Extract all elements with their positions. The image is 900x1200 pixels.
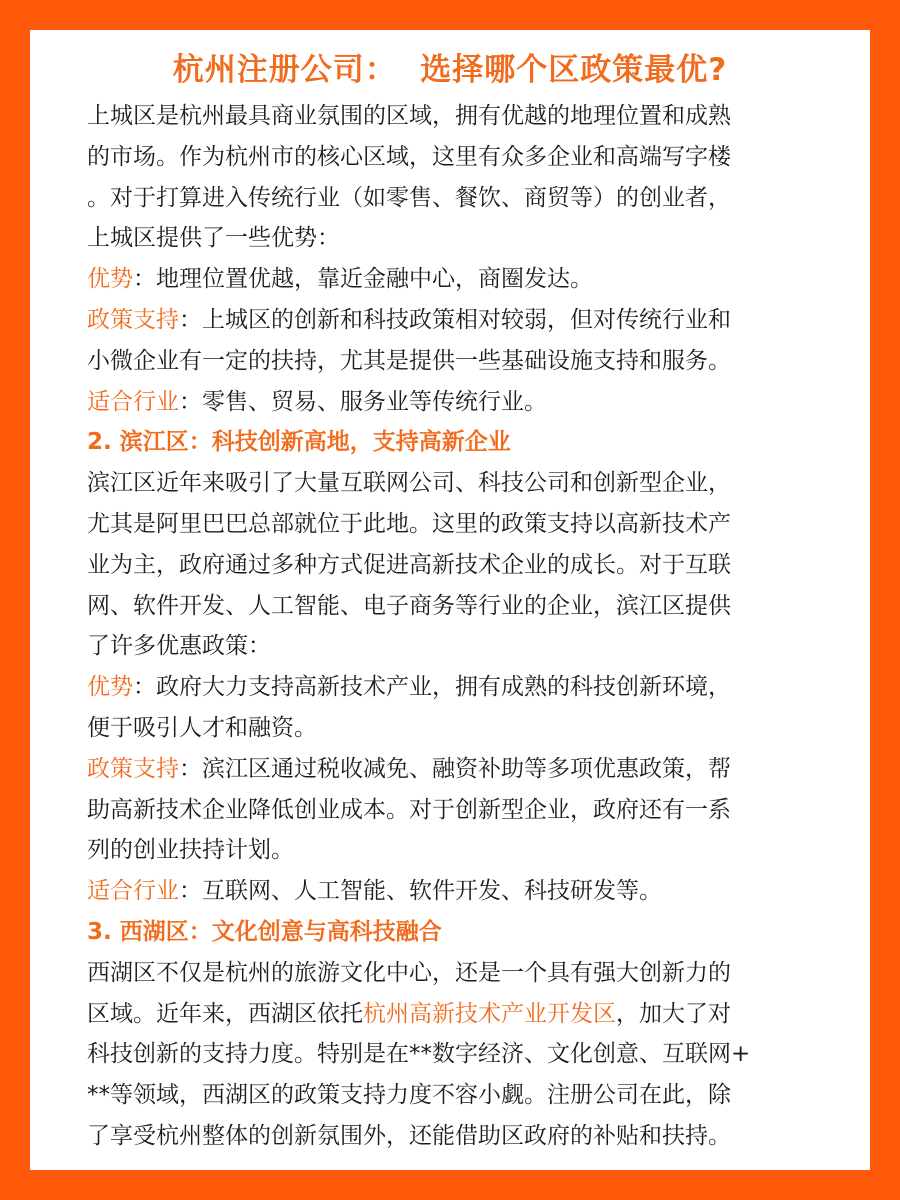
policy-label: 政策支持 [87, 306, 179, 333]
paragraph-line: 列的创业扶持计划。 [87, 837, 294, 864]
text-segment: 区域。近年来，西湖区依托 [87, 1000, 363, 1027]
paragraph-line: 业为主，政府通过多种方式促进高新技术企业的成长。对于互联 [87, 551, 731, 578]
text-segment: ，加大了对 [616, 1000, 731, 1027]
article-card [30, 30, 870, 1170]
policy-label: 政策支持 [87, 755, 179, 782]
paragraph-line: 的市场。作为杭州市的核心区域，这里有众多企业和高端写字楼 [87, 143, 731, 170]
paragraph-line: 尤其是阿里巴巴总部就位于此地。这里的政策支持以高新技术产 [87, 510, 731, 537]
paragraph-line [87, 994, 813, 1035]
advantage-text: ：地理位置优越，靠近金融中心，商圈发达。 [133, 266, 593, 293]
section-heading-xihu: 3. 西湖区：文化创意与高科技融合 [87, 918, 442, 945]
paragraph-line: 了享受杭州整体的创新氛围外，还能借助区政府的补贴和扶持。 [87, 1122, 731, 1149]
paragraph-line: 助高新技术企业降低创业成本。对于创新型企业，政府还有一系 [87, 796, 731, 823]
policy-text: ：滨江区通过税收减免、融资补助等多项优惠政策，帮 [179, 755, 731, 782]
advantage-text: ：政府大力支持高新技术产业，拥有成熟的科技创新环境， [133, 674, 731, 701]
paragraph-line: 上城区是杭州最具商业氛围的区域，拥有优越的地理位置和成熟 [87, 103, 731, 129]
highlighted-text: 杭州高新技术产业开发区 [363, 1000, 616, 1027]
binjiang-policy [87, 749, 813, 790]
paragraph-line: 科技创新的支持力度。特别是在**数字经济、文化创意、互联网+ [87, 1041, 751, 1068]
paragraph-line: 网、软件开发、人工智能、电子商务等行业的企业，滨江区提供 [87, 592, 731, 619]
shangcheng-industry [87, 382, 813, 423]
paragraph-line: 小微企业有一定的扶持，尤其是提供一些基础设施支持和服务。 [87, 347, 731, 374]
binjiang-advantage [87, 667, 813, 708]
paragraph-line: 西湖区不仅是杭州的旅游文化中心，还是一个具有强大创新力的 [87, 959, 731, 986]
paragraph-line: 。对于打算进入传统行业（如零售、餐饮、商贸等）的创业者， [87, 184, 731, 211]
section-heading-binjiang: 2. 滨江区：科技创新高地，支持高新企业 [87, 429, 511, 456]
binjiang-industry [87, 871, 813, 912]
paragraph-line: 上城区提供了一些优势： [87, 225, 340, 252]
advantage-label: 优势 [87, 266, 133, 293]
industry-text: ：零售、贸易、服务业等传统行业。 [179, 388, 547, 415]
industry-label: 适合行业 [87, 388, 179, 415]
policy-text: ：上城区的创新和科技政策相对较弱，但对传统行业和 [179, 306, 731, 333]
paragraph-line: 滨江区近年来吸引了大量互联网公司、科技公司和创新型企业， [87, 470, 731, 497]
article-body [87, 96, 813, 1157]
paragraph-line: 了许多优惠政策： [87, 633, 271, 660]
industry-text: ：互联网、人工智能、软件开发、科技研发等。 [179, 878, 662, 905]
page-title: 杭州注册公司： 选择哪个区政策最优? [172, 52, 728, 88]
advantage-label: 优势 [87, 674, 133, 701]
industry-label: 适合行业 [87, 878, 179, 905]
paragraph-line: **等领域，西湖区的政策支持力度不容小觑。注册公司在此，除 [87, 1082, 731, 1109]
shangcheng-advantage [87, 259, 813, 300]
paragraph-line: 便于吸引人才和融资。 [87, 714, 317, 741]
shangcheng-policy [87, 300, 813, 341]
